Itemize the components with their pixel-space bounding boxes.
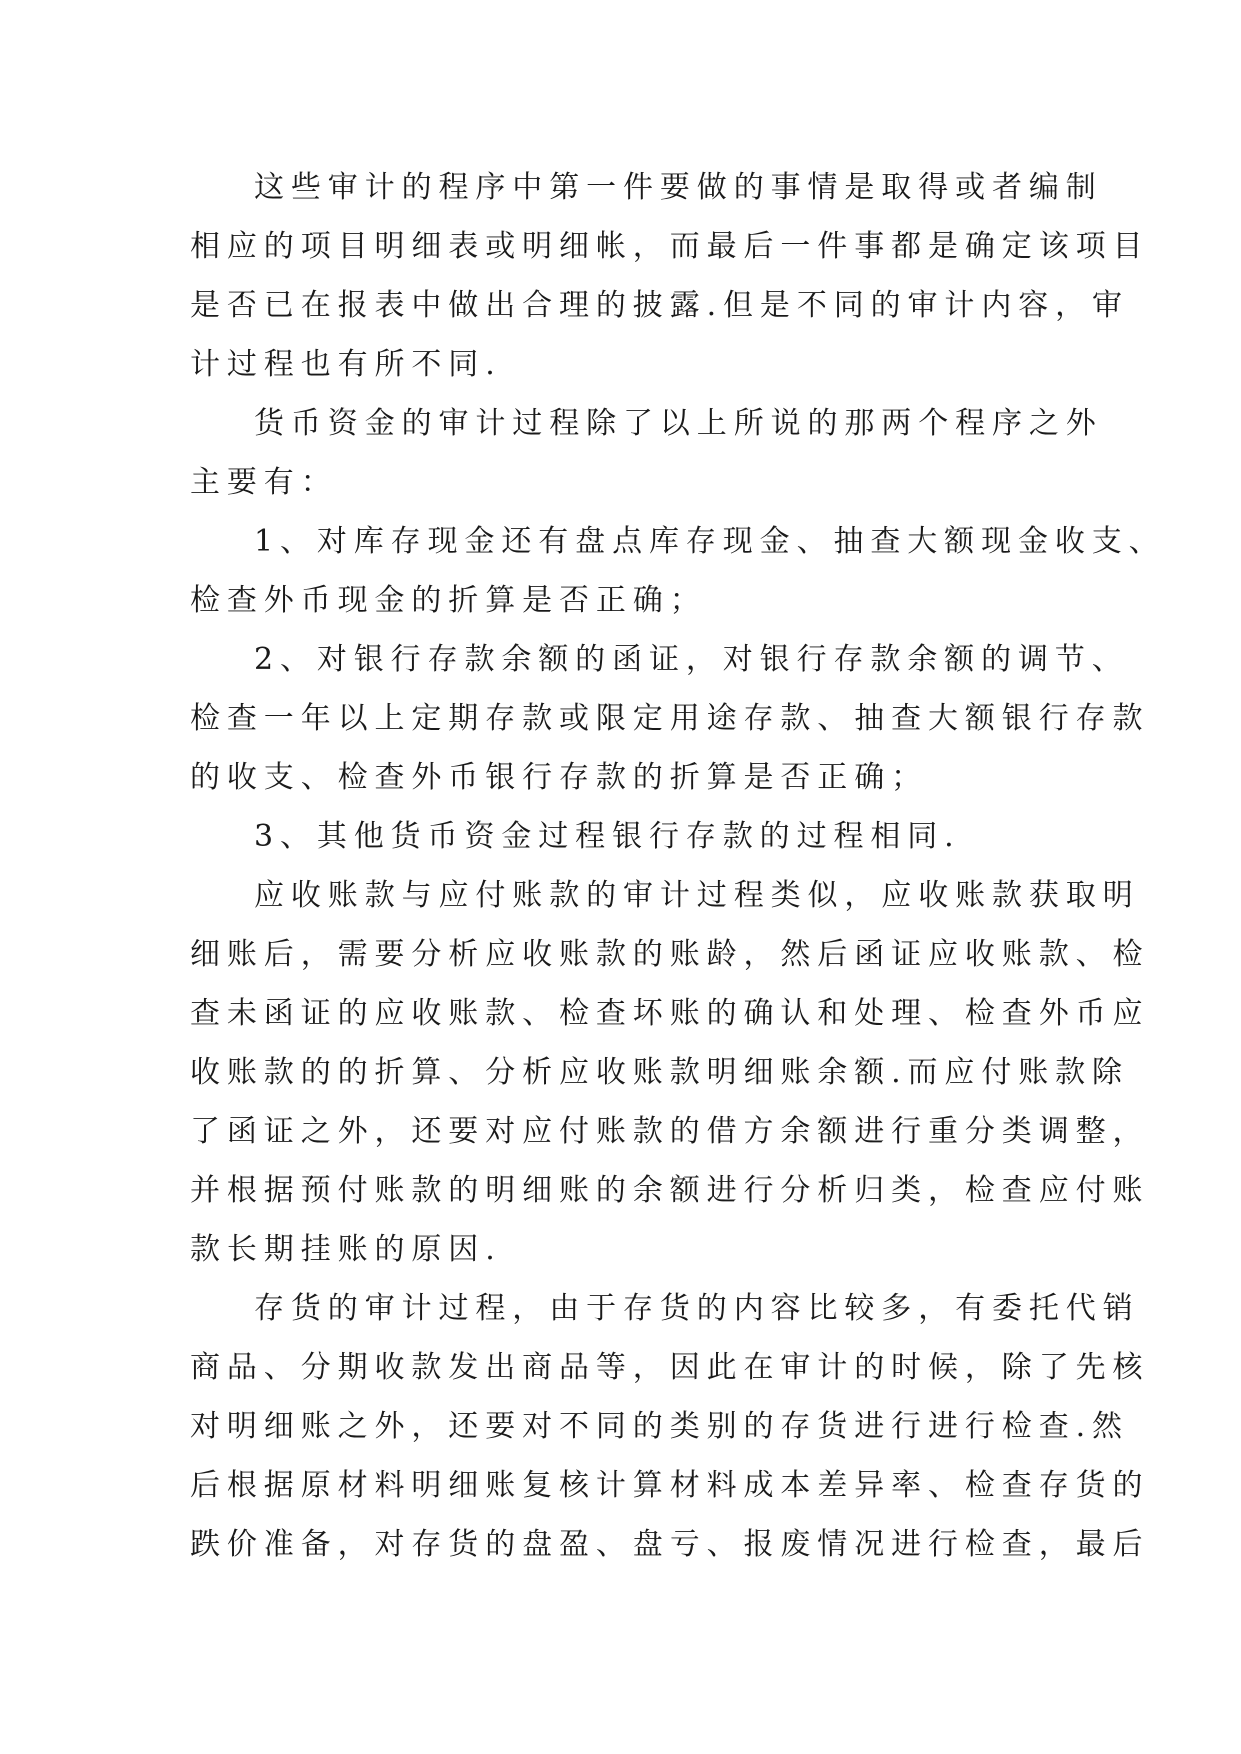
text-line: 商品、分期收款发出商品等，因此在审计的时候，除了先核 <box>190 1350 1150 1385</box>
text-line: 并根据预付账款的明细账的余额进行分析归类，检查应付账 <box>190 1173 1150 1208</box>
text-line: 检查一年以上定期存款或限定用途存款、抽查大额银行存款 <box>190 701 1150 736</box>
text-line: 的收支、检查外币银行存款的折算是否正确； <box>190 760 928 795</box>
text-line: 跌价准备，对存货的盘盈、盘亏、报废情况进行检查，最后 <box>190 1527 1150 1562</box>
text-line: 是否已在报表中做出合理的披露.但是不同的审计内容，审 <box>190 288 1129 323</box>
text-line: 查未函证的应收账款、检查坏账的确认和处理、检查外币应 <box>190 996 1150 1031</box>
text-line: 货币资金的审计过程除了以上所说的那两个程序之外 <box>254 406 1103 441</box>
text-line: 款长期挂账的原因. <box>190 1232 502 1267</box>
text-line: 计过程也有所不同. <box>190 347 502 382</box>
text-line: 相应的项目明细表或明细帐，而最后一件事都是确定该项目 <box>190 229 1150 264</box>
text-line: 检查外币现金的折算是否正确； <box>190 583 707 618</box>
text-line: 1、对库存现金还有盘点库存现金、抽查大额现金收支、 <box>254 524 1166 559</box>
text-line: 了函证之外，还要对应付账款的借方余额进行重分类调整， <box>190 1114 1150 1149</box>
text-line: 这些审计的程序中第一件要做的事情是取得或者编制 <box>254 170 1103 205</box>
text-line: 主要有： <box>190 465 338 500</box>
document-body <box>190 158 1166 1574</box>
text-line: 2、对银行存款余额的函证，对银行存款余额的调节、 <box>254 642 1129 677</box>
text-line: 细账后，需要分析应收账款的账龄，然后函证应收账款、检 <box>190 937 1150 972</box>
text-line: 存货的审计过程，由于存货的内容比较多，有委托代销 <box>254 1291 1140 1326</box>
text-line: 3、其他货币资金过程银行存款的过程相同. <box>254 819 961 854</box>
text-line: 收账款的的折算、分析应收账款明细账余额.而应付账款除 <box>190 1055 1129 1090</box>
text-line: 应收账款与应付账款的审计过程类似，应收账款获取明 <box>254 878 1140 913</box>
text-line: 对明细账之外，还要对不同的类别的存货进行进行检查.然 <box>190 1409 1129 1444</box>
text-line: 后根据原材料明细账复核计算材料成本差异率、检查存货的 <box>190 1468 1150 1503</box>
